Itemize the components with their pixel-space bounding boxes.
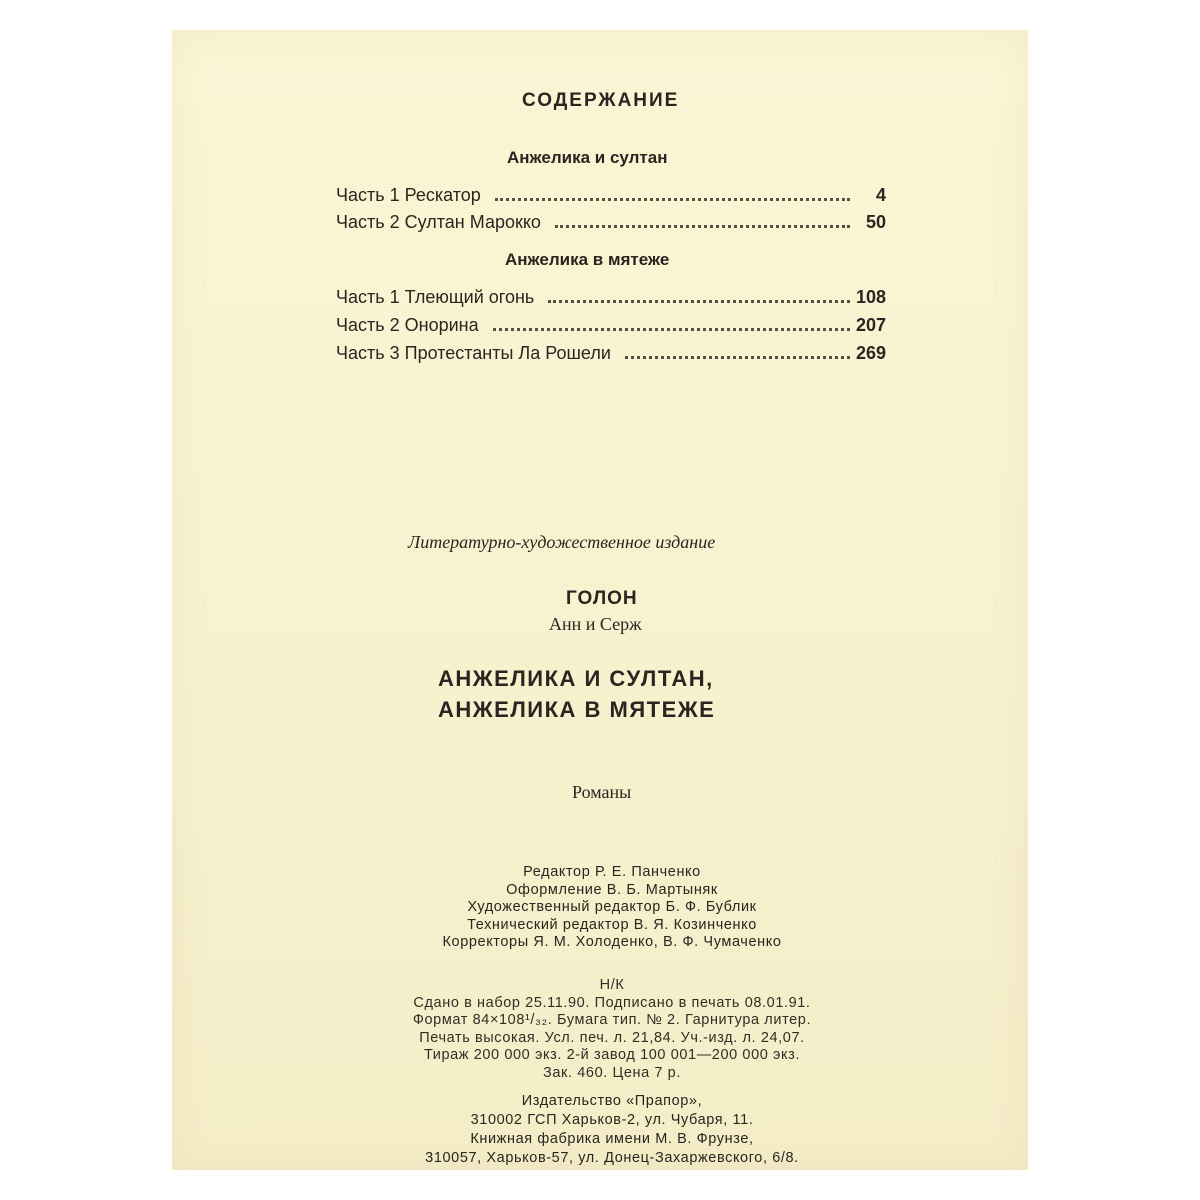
toc-entry bbox=[336, 282, 886, 308]
imprint-line: Н/К bbox=[599, 977, 625, 993]
toc-entry-label: Часть 1 Тлеющий огонь bbox=[336, 287, 535, 307]
toc-entry bbox=[336, 338, 886, 364]
publisher-line: 310002 ГСП Харьков-2, ул. Чубаря, 11. bbox=[470, 1112, 754, 1128]
credit-line: Художественный редактор Б. Ф. Бублик bbox=[467, 899, 757, 915]
edition-genre: Литературно-художественное издание bbox=[408, 532, 716, 552]
imprint-line: Зак. 460. Цена 7 р. bbox=[543, 1064, 681, 1081]
imprint-line: Сдано в набор 25.11.90. Подписано в печать 08.01.91. bbox=[413, 994, 811, 1011]
credit-line: Оформление В. Б. Мартыняк bbox=[506, 881, 718, 898]
credits-block bbox=[362, 864, 862, 952]
toc-entry-label: Часть 2 Султан Марокко bbox=[336, 212, 541, 232]
toc-dot-leader bbox=[625, 356, 850, 359]
book-subtitle: Романы bbox=[572, 782, 632, 802]
toc-book-title-2: Анжелика в мятеже bbox=[505, 250, 670, 269]
toc-dot-leader bbox=[495, 198, 850, 201]
toc-entry-label: Часть 2 Онорина bbox=[336, 315, 479, 335]
credit-line: Корректоры Я. М. Холоденко, В. Ф. Чумаченко bbox=[442, 934, 782, 950]
credit-line: Технический редактор В. Я. Козинченко bbox=[467, 916, 757, 933]
author-names: Анн и Серж bbox=[549, 614, 642, 634]
book-title-line-1: АНЖЕЛИКА И СУЛТАН, bbox=[438, 666, 714, 691]
toc-entry-page: 207 bbox=[855, 315, 886, 335]
toc-entry bbox=[336, 310, 886, 336]
imprint-line: Формат 84×108¹/₃₂. Бумага тип. № 2. Гарнитура литер. bbox=[412, 1012, 812, 1028]
publisher-line: Книжная фабрика имени М. В. Фрунзе, bbox=[470, 1131, 754, 1147]
toc-dot-leader bbox=[555, 225, 850, 228]
toc-entry-page: 50 bbox=[865, 212, 886, 232]
imprint-line: Печать высокая. Усл. печ. л. 21,84. Уч.-изд. л. 24,07. bbox=[419, 1029, 805, 1046]
toc-entry-label: Часть 1 Рескатор bbox=[336, 185, 481, 205]
toc-heading: СОДЕРЖАНИЕ bbox=[522, 90, 680, 111]
toc-dot-leader bbox=[548, 300, 850, 303]
toc-dot-leader bbox=[493, 328, 850, 331]
book-title-line-2: АНЖЕЛИКА В МЯТЕЖЕ bbox=[438, 697, 716, 722]
toc-book-title-1: Анжелика и султан bbox=[507, 148, 668, 167]
publisher-line: Издательство «Прапор», bbox=[521, 1093, 703, 1109]
toc-entry-label: Часть 3 Протестанты Ла Рошели bbox=[336, 343, 611, 363]
credit-line: Редактор Р. Е. Панченко bbox=[523, 864, 701, 880]
toc-entry-page: 4 bbox=[875, 185, 886, 205]
author-surname: ГОЛОН bbox=[566, 588, 638, 609]
book-title bbox=[438, 663, 798, 725]
book-page bbox=[172, 30, 1028, 1170]
publisher-line: 310057, Харьков-57, ул. Донец-Захаржевского, 6/8. bbox=[425, 1150, 799, 1166]
toc-entry bbox=[336, 180, 886, 206]
imprint-block bbox=[332, 977, 892, 1082]
toc-entry-page: 108 bbox=[855, 287, 886, 307]
publisher-block bbox=[332, 1092, 892, 1168]
toc-entry-page: 269 bbox=[855, 343, 886, 363]
imprint-line: Тираж 200 000 экз. 2-й завод 100 001—200 000 экз. bbox=[423, 1047, 801, 1063]
toc-entry bbox=[336, 207, 886, 233]
